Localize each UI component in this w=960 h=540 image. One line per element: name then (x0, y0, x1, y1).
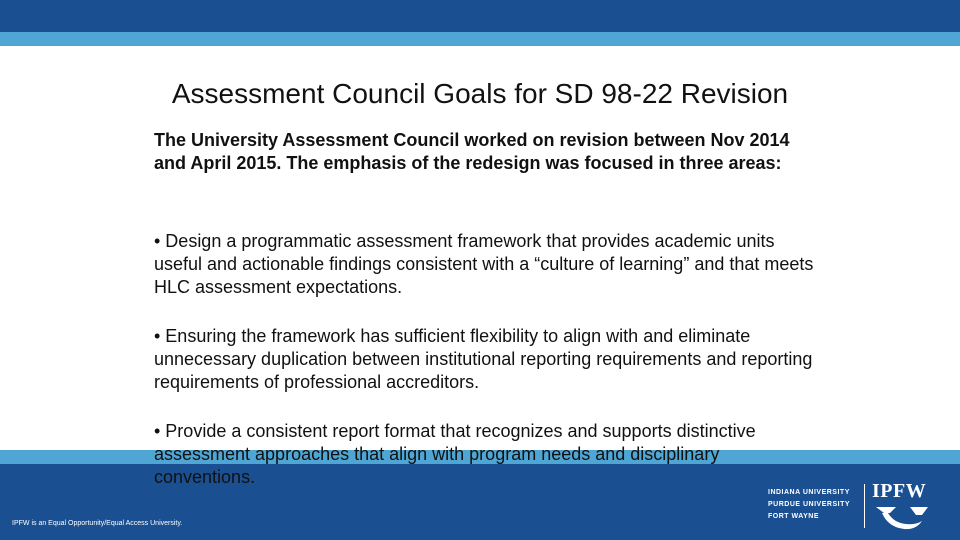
ipfw-logo (872, 480, 932, 538)
slide-title: Assessment Council Goals for SD 98-22 Revision (171, 78, 789, 109)
equal-opportunity-note: IPFW is an Equal Opportunity/Equal Access University. (12, 520, 183, 527)
bullet-item-3: • Provide a consistent report format that recognizes and supports distinctive assessment approaches that align with program needs and disciplinary conventions. (154, 421, 756, 487)
logo-line: INDIANA UNIVERSITY (768, 489, 850, 496)
logo-line: FORT WAYNE (768, 513, 820, 520)
intro-paragraph: The University Assessment Council worked on revision between Nov 2014 and April 2015. The emphasis of the redesign was focused in three areas: (154, 130, 790, 173)
top-band (0, 0, 960, 32)
university-name-logo (768, 487, 850, 523)
logo-divider (864, 484, 865, 528)
ipfw-wordmark: IPFW (872, 480, 927, 502)
bullet-item-1: • Design a programmatic assessment framework that provides academic units useful and actionable findings consistent with a “culture of learning” and that meets HLC assessment expectations. (154, 231, 814, 297)
mastodon-tusk-icon (872, 503, 932, 533)
top-stripe (0, 32, 960, 46)
bullet-item-2: • Ensuring the framework has sufficient flexibility to align with and eliminate unnecessary duplication between institutional reporting requirements and reporting requirements of professional accreditors. (154, 326, 813, 392)
logo-line: PURDUE UNIVERSITY (768, 501, 851, 508)
